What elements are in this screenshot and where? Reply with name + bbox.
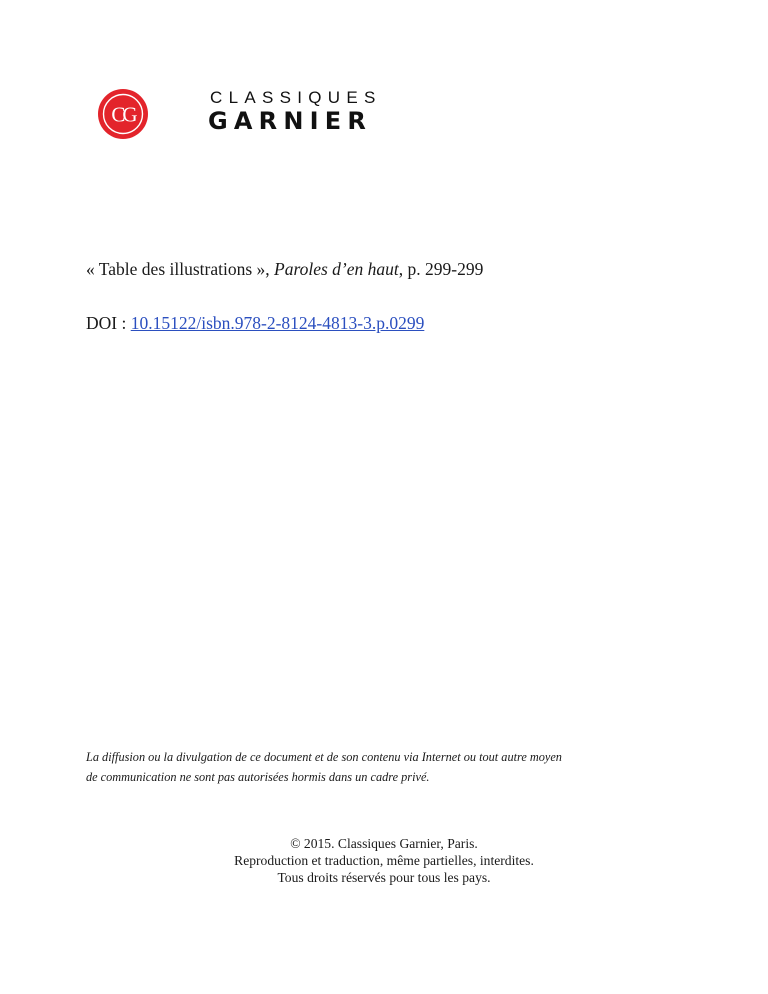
copyright-line-2: Reproduction et traduction, même partielles, interdites. bbox=[234, 852, 534, 868]
logo-mark-letters: CG bbox=[111, 102, 135, 127]
distribution-notice bbox=[86, 747, 696, 787]
copyright-line-1: © 2015. Classiques Garnier, Paris. bbox=[290, 836, 478, 851]
citation-before: « Table des illustrations », bbox=[86, 259, 275, 279]
publisher-logo bbox=[96, 84, 396, 144]
copyright-line-3: Tous droits réservés pour tous les pays. bbox=[277, 869, 491, 885]
citation-book-title: Paroles d’en haut bbox=[274, 259, 399, 279]
notice-line-2: de communication ne sont pas autorisées hormis dans un cadre privé. bbox=[86, 770, 430, 784]
doi-line bbox=[86, 313, 424, 334]
copyright-block bbox=[0, 836, 768, 886]
publisher-name-line2: GARNIER bbox=[208, 107, 373, 135]
notice-line-1: La diffusion ou la divulgation de ce document et de son contenu via Internet ou tout autre moyen bbox=[86, 750, 562, 764]
publisher-name-line1: CLASSIQUES bbox=[210, 88, 382, 107]
doi-link[interactable]: 10.15122/isbn.978-2-8124-4813-3.p.0299 bbox=[130, 313, 425, 333]
citation-pages: , p. 299-299 bbox=[398, 259, 484, 279]
classiques-garnier-logo-mark bbox=[96, 87, 150, 141]
citation bbox=[86, 259, 483, 280]
doi-label: DOI : bbox=[86, 313, 131, 333]
